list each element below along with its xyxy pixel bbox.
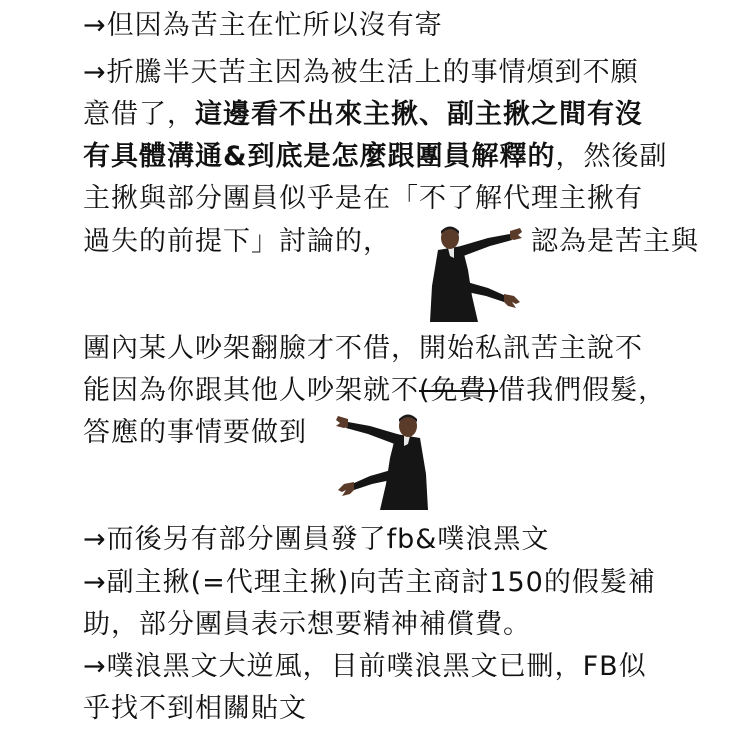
text-segment: 認為是苦主與 [531, 226, 699, 257]
text-line-6b [531, 224, 699, 260]
text-line-2 [83, 55, 639, 91]
text-segment: →而後另有部分團員發了fb&噗浪黑文 [83, 524, 550, 555]
man-in-suit-pointing-right-sticker [428, 226, 524, 322]
strikethrough-text-segment: (免費) [419, 375, 499, 406]
text-line-11 [83, 565, 656, 601]
text-line-7 [83, 331, 643, 367]
text-segment: →副主揪(=代理主揪)向苦主商討150的假髮補 [83, 567, 656, 598]
text-segment: 主揪與部分團員似乎是在「不了解代理主揪有 [83, 183, 643, 214]
text-segment: 團內某人吵架翻臉才不借，開始私訊苦主說不 [83, 333, 643, 364]
bold-text-segment: 有具體溝通&到底是怎麼跟團員解釋的 [83, 141, 556, 172]
man-in-suit-pointing-left-sticker [334, 412, 430, 510]
text-segment: 助，部分團員表示想要精神補償費。 [83, 609, 531, 640]
text-segment: 過失的前提下」討論的， [83, 226, 391, 257]
text-line-1 [83, 8, 443, 44]
text-segment: 借我們假髮， [498, 375, 667, 406]
text-line-4 [83, 139, 668, 175]
text-segment: 能因為你跟其他人吵架就不 [83, 375, 419, 406]
text-segment: ，然後副 [555, 141, 668, 172]
text-line-10 [83, 522, 549, 558]
text-line-13 [83, 649, 647, 685]
text-segment: 乎找不到相關貼文 [83, 693, 307, 724]
text-line-9 [83, 415, 307, 451]
text-line-8 [83, 373, 666, 409]
text-segment: →噗浪黑文大逆風，目前噗浪黑文已刪，FB似 [83, 651, 647, 682]
text-line-12 [83, 607, 531, 643]
bold-text-segment: 這邊看不出來主揪、副主揪之間有沒 [195, 99, 643, 130]
text-segment: 答應的事情要做到 [83, 417, 307, 448]
text-segment: →但因為苦主在忙所以沒有寄 [83, 10, 443, 41]
text-segment: 意借了， [83, 99, 195, 130]
text-line-14 [83, 691, 307, 727]
text-line-3 [83, 97, 643, 133]
text-line-5 [83, 181, 643, 217]
text-segment: →折騰半天苦主因為被生活上的事情煩到不願 [83, 57, 639, 88]
text-line-6a [83, 224, 391, 260]
